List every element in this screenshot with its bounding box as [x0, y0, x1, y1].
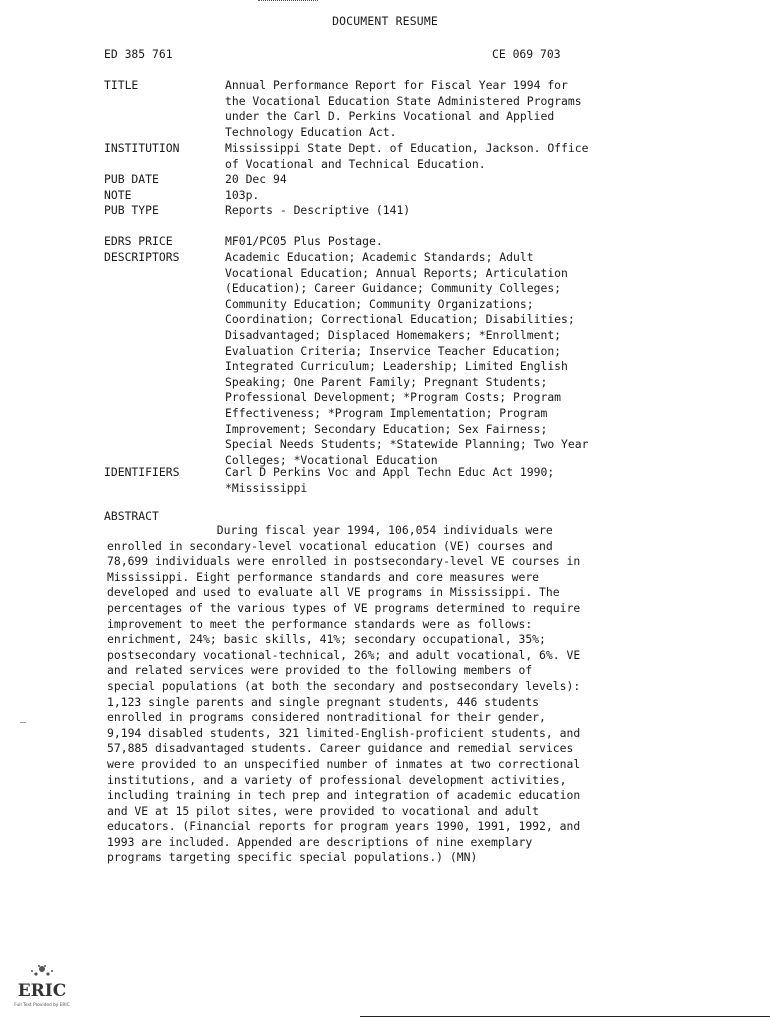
- field-label: PUB TYPE: [104, 203, 159, 217]
- abstract-line: institutions, and a variety of professional development activities,: [107, 772, 567, 787]
- field-value-line: Improvement; Secondary Education; Sex Fairness;: [225, 421, 548, 436]
- field-value-line: Professional Development; *Program Costs; Program: [225, 390, 562, 405]
- abstract-line: educators. (Financial reports for program years 1990, 1991, 1992, and: [107, 819, 581, 834]
- abstract-line: 78,699 individuals were enrolled in postsecondary-level VE courses in: [107, 554, 581, 569]
- ed-number: ED 385 761: [104, 47, 173, 61]
- field-label: INSTITUTION: [104, 141, 180, 155]
- field-value-line: Technology Education Act.: [225, 124, 397, 139]
- field-value-line: Academic Education; Academic Standards; Adult: [225, 250, 534, 264]
- field-value-line: Colleges; *Vocational Education: [225, 452, 438, 467]
- field-value-line: Community Education; Community Organizations;: [225, 296, 534, 311]
- field-value-line: under the Carl D. Perkins Vocational and Applied: [225, 109, 555, 124]
- ce-number: CE 069 703: [492, 47, 561, 61]
- abstract-line: programs targeting specific special populations.) (MN): [107, 850, 478, 865]
- field-value-line: Mississippi State Dept. of Education, Jackson. Office: [225, 141, 589, 155]
- field-value-line: 103p.: [225, 188, 260, 202]
- field-label: PUB DATE: [104, 172, 159, 186]
- field-value: [225, 250, 635, 468]
- field-value: [225, 203, 635, 219]
- abstract-line: 1993 are included. Appended are descriptions of nine exemplary: [107, 834, 533, 849]
- abstract-line: 9,194 disabled students, 321 limited-English-proficient students, and: [107, 725, 581, 740]
- abstract-line: improvement to meet the performance standards were as follows:: [107, 616, 533, 631]
- abstract-line: and VE at 15 pilot sites, were provided to vocational and adult: [107, 803, 540, 818]
- field-value: [225, 465, 635, 496]
- abstract-line: including training in tech prep and integration of academic education: [107, 788, 581, 803]
- field-value-line: Disadvantaged; Displaced Homemakers; *Enrollment;: [225, 327, 562, 342]
- eric-logo-icon: [12, 962, 72, 1012]
- top-dotted-rule: [258, 0, 318, 1]
- abstract-line: enrichment, 24%; basic skills, 41%; secondary occupational, 35%;: [107, 632, 546, 647]
- abstract-text: [107, 523, 637, 866]
- abstract-line: enrolled in secondary-level vocational education (VE) courses and: [107, 538, 553, 553]
- field-value-line: Integrated Curriculum; Leadership; Limited English: [225, 359, 568, 374]
- abstract-line: 57,885 disadvantaged students. Career guidance and remedial services: [107, 741, 574, 756]
- field-value-line: MF01/PC05 Plus Postage.: [225, 234, 383, 248]
- field-value: [225, 234, 635, 250]
- field-value-line: Reports - Descriptive (141): [225, 203, 411, 217]
- abstract-line: enrolled in programs considered nontraditional for their gender,: [107, 710, 546, 725]
- field-label: DESCRIPTORS: [104, 250, 180, 264]
- abstract-line: 1,123 single parents and single pregnant students, 446 students: [107, 694, 540, 709]
- field-value-line: Annual Performance Report for Fiscal Year 1994 for: [225, 78, 568, 92]
- bottom-rule: [360, 1016, 770, 1017]
- field-value-line: the Vocational Education State Administered Programs: [225, 93, 582, 108]
- field-value-line: (Education); Career Guidance; Community Colleges;: [225, 281, 562, 296]
- field-value-line: Speaking; One Parent Family; Pregnant Students;: [225, 374, 548, 389]
- abstract-line: postsecondary vocational-technical, 26%; and adult vocational, 6%. VE: [107, 647, 581, 662]
- field-value-line: 20 Dec 94: [225, 172, 287, 186]
- field-value: [225, 78, 635, 140]
- field-value: [225, 141, 635, 172]
- field-label: IDENTIFIERS: [104, 465, 180, 479]
- field-value-line: Special Needs Students; *Statewide Planning; Two Year: [225, 437, 589, 452]
- field-value: [225, 172, 635, 188]
- field-value: [225, 188, 635, 204]
- abstract-line: special populations (at both the secondary and postsecondary levels):: [107, 678, 581, 693]
- field-value-line: of Vocational and Technical Education.: [225, 156, 486, 171]
- field-value-line: Coordination; Correctional Education; Disabilities;: [225, 312, 575, 327]
- field-value-line: Vocational Education; Annual Reports; Articulation: [225, 265, 568, 280]
- margin-mark: [20, 722, 26, 723]
- field-value-line: *Mississippi: [225, 480, 308, 495]
- field-label: TITLE: [104, 78, 139, 92]
- logo-subtext: Full Text Provided by ERIC: [14, 1003, 70, 1008]
- logo-text: ERIC: [17, 981, 67, 1001]
- abstract-line: During fiscal year 1994, 106,054 individuals were: [107, 523, 553, 537]
- abstract-line: percentages of the various types of VE programs determined to require: [107, 600, 581, 615]
- field-value-line: Effectiveness; *Program Implementation; Program: [225, 405, 548, 420]
- field-value-line: Evaluation Criteria; Inservice Teacher Education;: [225, 343, 562, 358]
- field-label: EDRS PRICE: [104, 234, 173, 248]
- abstract-line: were provided to an unspecified number of inmates at two correctional: [107, 756, 581, 771]
- field-value-line: Carl D Perkins Voc and Appl Techn Educ Act 1990;: [225, 465, 555, 479]
- abstract-line: and related services were provided to the following members of: [107, 663, 533, 678]
- abstract-line: Mississippi. Eight performance standards and core measures were: [107, 569, 540, 584]
- document-title: DOCUMENT RESUME: [332, 14, 438, 28]
- abstract-line: developed and used to evaluate all VE programs in Mississippi. The: [107, 585, 560, 600]
- abstract-label: ABSTRACT: [104, 509, 159, 523]
- field-label: NOTE: [104, 188, 132, 202]
